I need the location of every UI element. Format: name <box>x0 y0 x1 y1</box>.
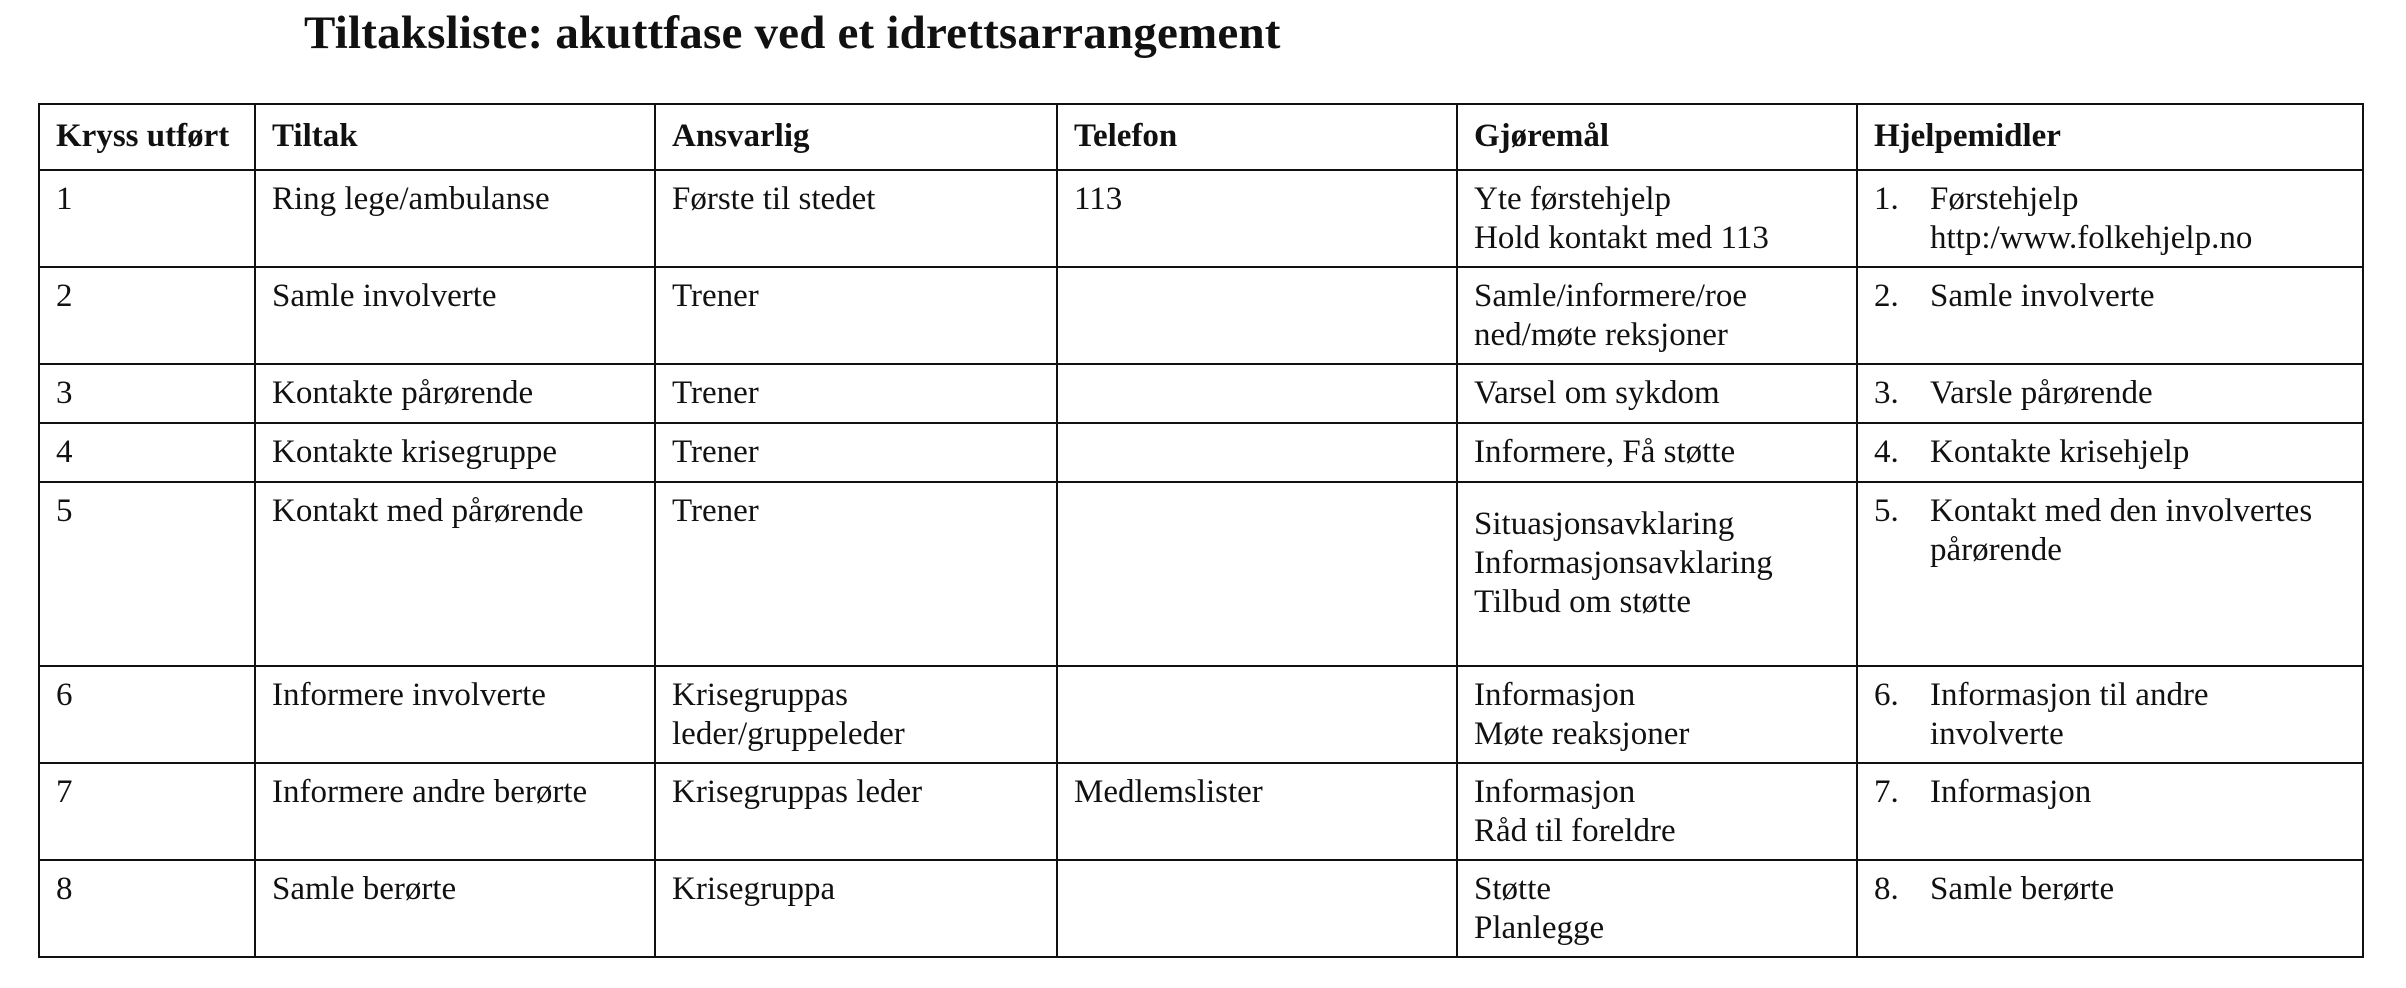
cell-tiltak: Ring lege/ambulanse <box>255 170 655 267</box>
hjelpemidler-item <box>1874 676 2346 754</box>
cell-telefon <box>1057 860 1457 957</box>
hjelpemidler-number: 8. <box>1874 871 1899 907</box>
cell-hjelpemidler <box>1857 666 2363 763</box>
hjelpemidler-number: 7. <box>1874 774 1899 810</box>
cell-gjoremal <box>1457 763 1857 860</box>
hjelpemidler-number: 3. <box>1874 375 1899 411</box>
table-row <box>39 267 2363 364</box>
hjelpemidler-item <box>1874 277 2346 316</box>
measures-table <box>38 103 2364 958</box>
gjoremal-line: Situasjonsavklaring <box>1474 506 1735 542</box>
cell-ansvarlig: Trener <box>655 364 1057 423</box>
gjoremal-line: Informere, Få støtte <box>1474 434 1736 470</box>
cell-nr: 7 <box>39 763 255 860</box>
hjelpemidler-link[interactable]: http:/www.folkehjelp.no <box>1930 220 2253 256</box>
cell-hjelpemidler <box>1857 170 2363 267</box>
gjoremal-line: Støtte <box>1474 871 1552 907</box>
table-row <box>39 666 2363 763</box>
gjoremal-line: Samle/informere/roe <box>1474 278 1748 314</box>
cell-telefon <box>1057 364 1457 423</box>
hjelpemidler-line: Kontakte krisehjelp <box>1930 434 2190 470</box>
cell-ansvarlig <box>655 666 1057 763</box>
cell-gjoremal <box>1457 666 1857 763</box>
cell-nr: 8 <box>39 860 255 957</box>
cell-gjoremal <box>1457 423 1857 482</box>
cell-telefon <box>1057 267 1457 364</box>
cell-telefon <box>1057 482 1457 666</box>
hjelpemidler-line: Førstehjelp <box>1930 181 2079 217</box>
hjelpemidler-item <box>1874 492 2346 570</box>
cell-tiltak: Kontakte krisegruppe <box>255 423 655 482</box>
cell-tiltak: Informere andre berørte <box>255 763 655 860</box>
hjelpemidler-number: 6. <box>1874 677 1899 713</box>
cell-hjelpemidler <box>1857 482 2363 666</box>
table-header-row <box>39 104 2363 170</box>
hjelpemidler-line: pårørende <box>1930 532 2062 568</box>
cell-gjoremal <box>1457 482 1857 666</box>
cell-tiltak: Kontakt med pårørende <box>255 482 655 666</box>
cell-ansvarlig: Krisegruppas leder <box>655 763 1057 860</box>
header-gjoremal: Gjøremål <box>1457 104 1857 170</box>
gjoremal-line: Informasjonsavklaring <box>1474 545 1773 581</box>
cell-ansvarlig: Trener <box>655 482 1057 666</box>
hjelpemidler-line: Samle involverte <box>1930 278 2155 314</box>
cell-ansvarlig: Trener <box>655 423 1057 482</box>
hjelpemidler-number: 2. <box>1874 278 1899 314</box>
cell-hjelpemidler <box>1857 860 2363 957</box>
gjoremal-line: Tilbud om støtte <box>1474 584 1691 620</box>
table-row <box>39 860 2363 957</box>
cell-tiltak: Informere involverte <box>255 666 655 763</box>
cell-hjelpemidler <box>1857 763 2363 860</box>
hjelpemidler-item <box>1874 433 2346 472</box>
cell-telefon: 113 <box>1057 170 1457 267</box>
cell-gjoremal <box>1457 267 1857 364</box>
gjoremal-line: Informasjon <box>1474 677 1636 713</box>
hjelpemidler-line: Samle berørte <box>1930 871 2115 907</box>
hjelpemidler-item <box>1874 870 2346 909</box>
cell-nr: 1 <box>39 170 255 267</box>
hjelpemidler-item <box>1874 773 2346 812</box>
cell-nr: 4 <box>39 423 255 482</box>
gjoremal-line: Hold kontakt med 113 <box>1474 220 1769 256</box>
page-title: Tiltaksliste: akuttfase ved et idrettsarrangement <box>304 7 1281 59</box>
ansvarlig-text: Krisegruppas leder/gruppeleder <box>672 677 905 752</box>
gjoremal-line: Planlegge <box>1474 910 1605 946</box>
header-telefon: Telefon <box>1057 104 1457 170</box>
cell-tiltak: Samle involverte <box>255 267 655 364</box>
cell-gjoremal <box>1457 364 1857 423</box>
table-row <box>39 423 2363 482</box>
cell-telefon: Medlemslister <box>1057 763 1457 860</box>
cell-nr: 2 <box>39 267 255 364</box>
table-row <box>39 482 2363 666</box>
gjoremal-line: Yte førstehjelp <box>1474 181 1672 217</box>
cell-ansvarlig: Første til stedet <box>655 170 1057 267</box>
header-hjelpemidler: Hjelpemidler <box>1857 104 2363 170</box>
table-row <box>39 763 2363 860</box>
hjelpemidler-line: involverte <box>1930 716 2064 752</box>
cell-gjoremal <box>1457 170 1857 267</box>
gjoremal-line: Informasjon <box>1474 774 1636 810</box>
header-ansvarlig: Ansvarlig <box>655 104 1057 170</box>
cell-hjelpemidler <box>1857 364 2363 423</box>
hjelpemidler-item <box>1874 374 2346 413</box>
hjelpemidler-line: Informasjon <box>1930 774 2092 810</box>
cell-ansvarlig: Krisegruppa <box>655 860 1057 957</box>
hjelpemidler-item <box>1874 180 2346 258</box>
hjelpemidler-line: Informasjon til andre <box>1930 677 2209 713</box>
gjoremal-line: ned/møte reksjoner <box>1474 317 1728 353</box>
cell-nr: 5 <box>39 482 255 666</box>
cell-tiltak: Kontakte pårørende <box>255 364 655 423</box>
hjelpemidler-line: Kontakt med den involvertes <box>1930 493 2313 529</box>
cell-gjoremal <box>1457 860 1857 957</box>
gjoremal-line: Varsel om sykdom <box>1474 375 1720 411</box>
cell-nr: 6 <box>39 666 255 763</box>
hjelpemidler-line: Varsle pårørende <box>1930 375 2153 411</box>
table-row <box>39 364 2363 423</box>
gjoremal-line: Møte reaksjoner <box>1474 716 1690 752</box>
cell-nr: 3 <box>39 364 255 423</box>
gjoremal-line: Råd til foreldre <box>1474 813 1676 849</box>
cell-telefon <box>1057 423 1457 482</box>
cell-telefon <box>1057 666 1457 763</box>
hjelpemidler-number: 4. <box>1874 434 1899 470</box>
header-kryss-utfort: Kryss utført <box>39 104 255 170</box>
table-row <box>39 170 2363 267</box>
hjelpemidler-number: 1. <box>1874 181 1899 217</box>
hjelpemidler-number: 5. <box>1874 493 1899 529</box>
cell-hjelpemidler <box>1857 423 2363 482</box>
cell-ansvarlig: Trener <box>655 267 1057 364</box>
header-tiltak: Tiltak <box>255 104 655 170</box>
cell-hjelpemidler <box>1857 267 2363 364</box>
cell-tiltak: Samle berørte <box>255 860 655 957</box>
